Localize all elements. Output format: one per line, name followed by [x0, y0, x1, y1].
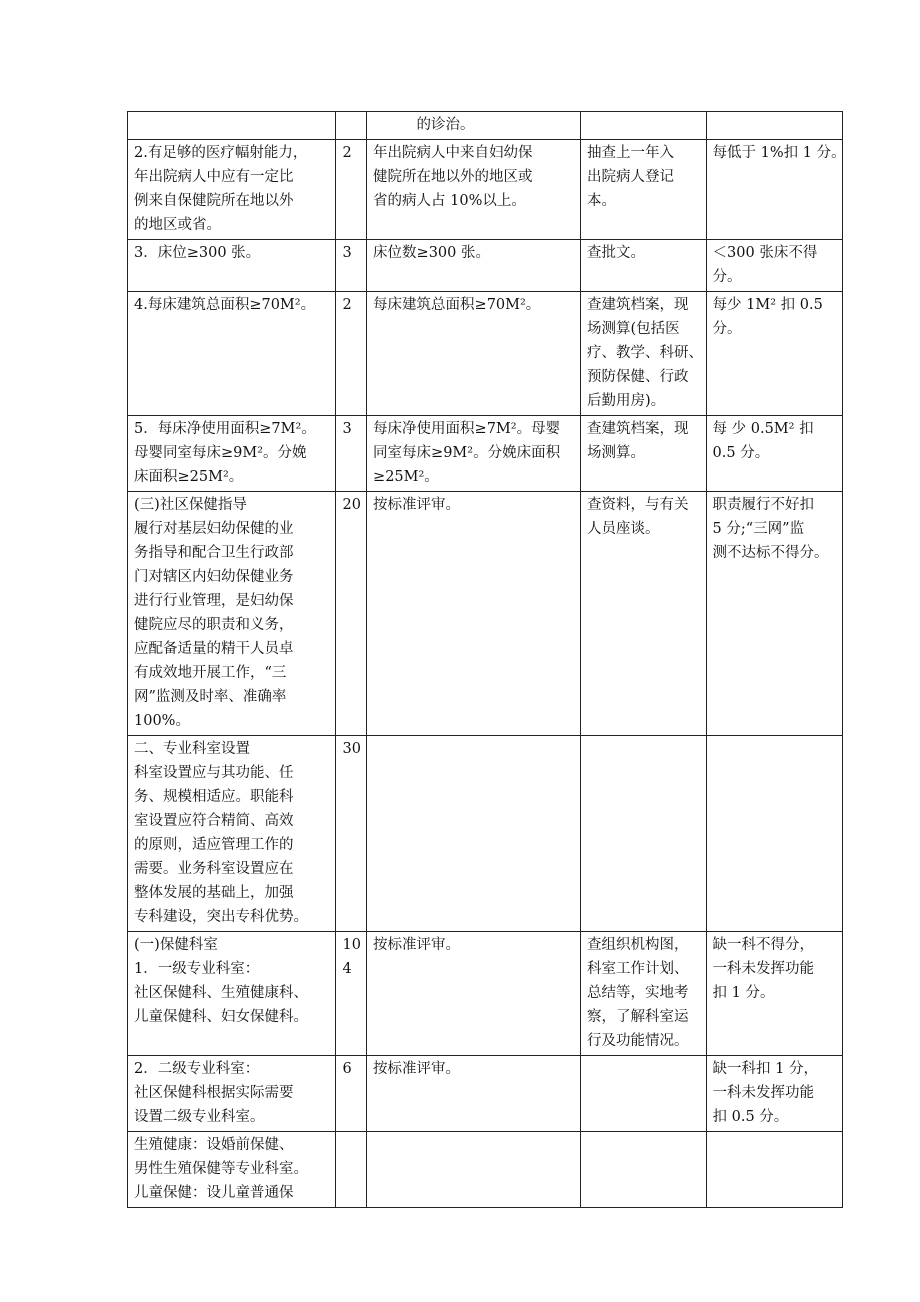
cell-text-line: 应配备适量的精干人员卓 [134, 641, 294, 657]
score-cell [336, 736, 367, 932]
cell-text-line: 床面积≥25M²。 [134, 469, 244, 485]
method-cell [581, 140, 707, 240]
deduction-cell [706, 1056, 842, 1132]
method-cell [581, 416, 707, 492]
cell-text-line: 务、规模相适应。职能科 [134, 789, 294, 805]
cell-text-line: 按标准评审。 [373, 1061, 461, 1077]
cell-text-line: 每 少 0.5M² 扣 [712, 421, 814, 437]
standard-cell [367, 736, 581, 932]
cell-text-line: 健院所在地以外的地区或 [373, 169, 533, 185]
cell-text-line: 同室每床≥9M²。分娩床面积 [373, 445, 561, 461]
deduction-cell [706, 112, 842, 140]
cell-text-line: 二、专业科室设置 [134, 741, 250, 757]
cell-text-line: 4.每床建筑总面积≥70M²。 [134, 297, 316, 313]
deduction-cell [706, 416, 842, 492]
cell-text-line: 科室设置应与其功能、任 [134, 765, 294, 781]
cell-text-line: 查建筑档案，现 [587, 297, 689, 313]
standard-cell [367, 932, 581, 1056]
deduction-cell [706, 140, 846, 240]
standard-cell [367, 140, 581, 240]
cell-text-line: 查建筑档案，现 [587, 421, 689, 437]
cell-text-line: 需要。业务科室设置应在 [134, 861, 294, 877]
cell-text-line: 生殖健康：设婚前保健、 [134, 1137, 294, 1153]
cell-text-line: 后勤用房)。 [587, 393, 666, 409]
cell-text-line: 场测算。 [587, 445, 645, 461]
cell-text-line: 有成效地开展工作，“三 [134, 665, 287, 681]
cell-text-line: 社区保健科、生殖健康科、 [134, 985, 308, 1001]
cell-text-line: 察，了解科室运 [587, 1009, 689, 1025]
cell-text-line: 1．一级专业科室： [134, 961, 260, 977]
cell-text-line: 社区保健科根据实际需要 [134, 1085, 294, 1101]
method-cell [581, 292, 707, 416]
method-cell [581, 240, 707, 292]
cell-text-line: 查批文。 [587, 245, 645, 261]
cell-text-line: 行及功能情况。 [587, 1033, 689, 1049]
cell-text-line: 人员座谈。 [587, 521, 660, 537]
cell-text-line: 男性生殖保健等专业科室。 [134, 1161, 308, 1177]
cell-text-line: 母婴同室每床≥9M²。分娩 [134, 445, 307, 461]
cell-text-line: 抽查上一年入 [587, 145, 674, 161]
cell-text-line: (三)社区保健指导 [134, 497, 247, 513]
cell-text-line: 3 [342, 421, 352, 437]
cell-text-line: 每低于 1%扣 1 分。 [712, 145, 846, 161]
item-cell [128, 112, 336, 140]
score-cell [336, 1056, 367, 1132]
item-cell [128, 240, 336, 292]
cell-text-line: 分。 [712, 269, 742, 285]
method-cell [581, 932, 707, 1056]
cell-text-line: 查资料，与有关 [587, 497, 689, 513]
cell-text-line: 职责履行不好扣 [712, 497, 815, 513]
deduction-cell [706, 932, 842, 1056]
cell-text-line: 儿童保健科、妇女保健科。 [134, 1009, 308, 1025]
cell-text-line: 2.有足够的医疗幅射能力， [134, 145, 308, 161]
standard-cell [367, 112, 581, 140]
cell-text-line: ＜300 张床不得 [712, 245, 818, 261]
table-row [128, 492, 843, 736]
cell-text-line: 3 [342, 245, 352, 261]
score-cell [336, 240, 367, 292]
cell-text-line: 每少 1M² 扣 0.5 [712, 297, 823, 313]
cell-text-line: 进行行业管理，是妇幼保 [134, 593, 294, 609]
cell-text-line: 查组织机构图， [587, 937, 689, 953]
cell-text-line: 30 [342, 741, 361, 757]
cell-text-line: 一科未发挥功能 [712, 961, 815, 977]
cell-text-line: 设置二级专业科室。 [134, 1109, 265, 1125]
method-cell [581, 1056, 707, 1132]
cell-text-line: 扣 1 分。 [712, 985, 775, 1001]
cell-text-line: 2 [342, 297, 352, 313]
cell-text-line: 网”监测及时率、准确率 [134, 689, 287, 705]
cell-text-line: 履行对基层妇幼保健的业 [134, 521, 294, 537]
item-cell [128, 292, 336, 416]
table-row [128, 240, 843, 292]
score-cell [336, 416, 367, 492]
cell-text-line: (一)保健科室 [134, 937, 218, 953]
cell-text-line: 4 [342, 961, 352, 977]
standard-cell [367, 1056, 581, 1132]
score-cell [336, 492, 367, 736]
cell-text-line: 100%。 [134, 713, 190, 729]
standard-cell [367, 240, 581, 292]
cell-text-line: 健院应尽的职责和义务， [134, 617, 294, 633]
cell-text-line: 预防保健、行政 [587, 369, 689, 385]
cell-text-line: 3．床位≥300 张。 [134, 245, 261, 261]
item-cell [128, 736, 336, 932]
method-cell [581, 736, 707, 932]
standard-cell [367, 292, 581, 416]
cell-text-line: 的诊治。 [373, 117, 475, 133]
cell-text-line: 专科建设，突出专科优势。 [134, 909, 308, 925]
table-body [128, 112, 846, 1208]
item-cell [128, 492, 336, 736]
table-row [128, 1056, 843, 1132]
cell-text-line: 本。 [587, 193, 616, 209]
cell-text-line: 扣 0.5 分。 [712, 1109, 789, 1125]
cell-text-line: 2．二级专业科室： [134, 1061, 260, 1077]
standard-cell [367, 492, 581, 736]
score-cell [336, 292, 367, 416]
table-row [128, 292, 843, 416]
item-cell [128, 1132, 336, 1208]
cell-text-line: 例来自保健院所在地以外 [134, 193, 294, 209]
item-cell [128, 1056, 336, 1132]
cell-text-line: 5．每床净使用面积≥7M²。 [134, 421, 316, 437]
method-cell [581, 492, 707, 736]
cell-text-line: 科室工作计划、 [587, 961, 689, 977]
cell-text-line: 一科未发挥功能 [712, 1085, 815, 1101]
cell-text-line: 缺一科扣 1 分， [712, 1061, 818, 1077]
deduction-cell [706, 1132, 842, 1208]
score-cell [336, 140, 367, 240]
cell-text-line: 总结等，实地考 [587, 985, 689, 1001]
evaluation-table [127, 111, 846, 1208]
cell-text-line: 的地区或省。 [134, 217, 221, 233]
cell-text-line: 年出院病人中来自妇幼保 [373, 145, 533, 161]
deduction-cell [706, 240, 842, 292]
cell-text-line: 床位数≥300 张。 [373, 245, 490, 261]
cell-text-line: 出院病人登记 [587, 169, 674, 185]
table-row [128, 736, 843, 932]
table-row [128, 416, 843, 492]
cell-text-line: 缺一科不得分， [712, 937, 815, 953]
cell-text-line: 按标准评审。 [373, 937, 461, 953]
cell-text-line: 疗、教学、科研、 [587, 345, 703, 361]
table-row [128, 1132, 843, 1208]
cell-text-line: 6 [342, 1061, 352, 1077]
cell-text-line: 门对辖区内妇幼保健业务 [134, 569, 294, 585]
deduction-cell [706, 736, 842, 932]
cell-text-line: 分。 [712, 321, 742, 337]
cell-text-line: 整体发展的基础上，加强 [134, 885, 294, 901]
cell-text-line: 20 [342, 497, 361, 513]
cell-text-line: 的原则，适应管理工作的 [134, 837, 294, 853]
cell-text-line: 年出院病人中应有一定比 [134, 169, 294, 185]
standard-cell [367, 416, 581, 492]
table-row [128, 112, 843, 140]
item-cell [128, 140, 336, 240]
deduction-cell [706, 492, 842, 736]
cell-text-line: 5 分;“三网”监 [712, 521, 805, 537]
cell-text-line: 0.5 分。 [712, 445, 770, 461]
standard-cell [367, 1132, 581, 1208]
method-cell [581, 1132, 707, 1208]
cell-text-line: 场测算(包括医 [587, 321, 680, 337]
cell-text-line: 2 [342, 145, 352, 161]
score-cell [336, 932, 367, 1056]
score-cell [336, 112, 367, 140]
cell-text-line: 务指导和配合卫生行政部 [134, 545, 294, 561]
item-cell [128, 932, 336, 1056]
table-row [128, 140, 843, 240]
cell-text-line: 按标准评审。 [373, 497, 461, 513]
item-cell [128, 416, 336, 492]
method-cell [581, 112, 707, 140]
table-row [128, 932, 843, 1056]
cell-text-line: 儿童保健：设儿童普通保 [134, 1185, 294, 1201]
cell-text-line: 测不达标不得分。 [712, 545, 829, 561]
score-cell [336, 1132, 367, 1208]
cell-text-line: 省的病人占 10%以上。 [373, 193, 526, 209]
cell-text-line: 10 [342, 937, 361, 953]
deduction-cell [706, 292, 842, 416]
cell-text-line: 每床建筑总面积≥70M²。 [373, 297, 541, 313]
cell-text-line: 每床净使用面积≥7M²。母婴 [373, 421, 561, 437]
cell-text-line: ≥25M²。 [373, 469, 439, 485]
cell-text-line: 室设置应符合精简、高效 [134, 813, 294, 829]
